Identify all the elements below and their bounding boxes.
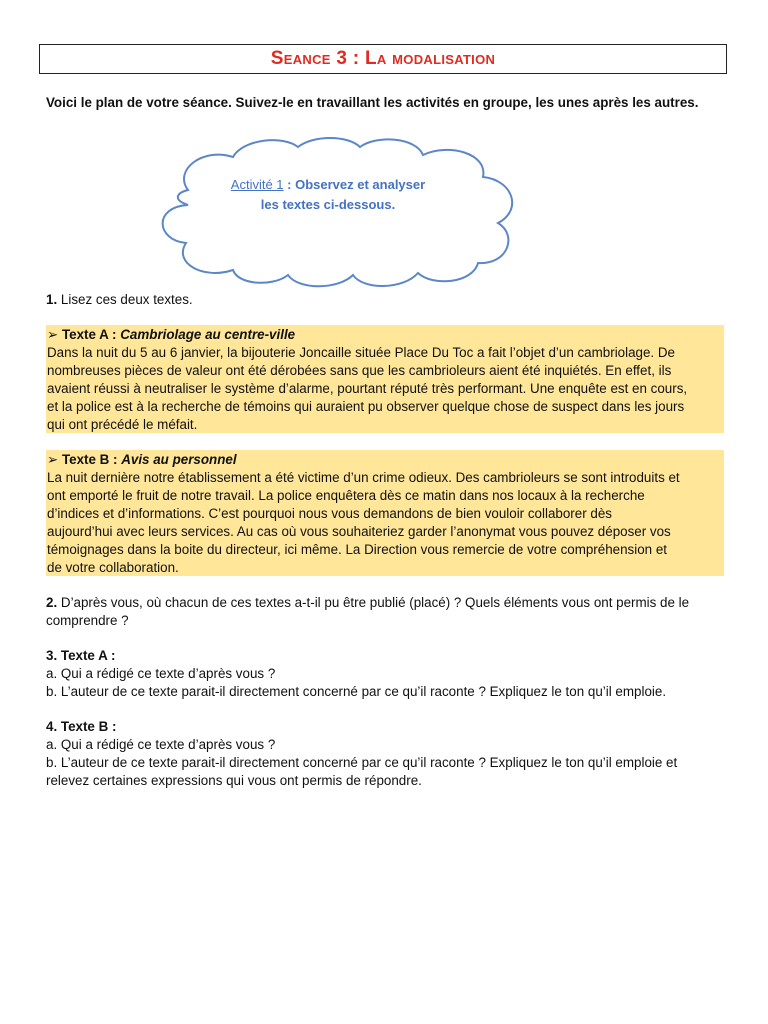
texte-a-line: Dans la nuit du 5 au 6 janvier, la bijouterie Joncaille située Place Du Toc a fait l’objet d’un cambriolage. De bbox=[47, 345, 675, 360]
question-number: 2. bbox=[46, 595, 58, 610]
activity-label: Activité 1 bbox=[230, 177, 284, 192]
question-4b-cont: relevez certaines expressions qui vous ont permis de répondre. bbox=[46, 773, 422, 788]
question-4-heading: 4. Texte B : bbox=[46, 719, 117, 734]
texte-a-heading bbox=[47, 326, 724, 344]
texte-a-line: qui ont précédé le méfait. bbox=[47, 417, 198, 432]
texte-b-line: La nuit dernière notre établissement a été victime d’un crime odieux. Des cambrioleurs se sont introduits et bbox=[47, 470, 680, 485]
question-1 bbox=[46, 291, 193, 309]
question-number: 1. bbox=[46, 292, 58, 307]
page-title: Seance 3 : La modalisation bbox=[270, 48, 496, 69]
texte-b-line: d’indices et d’informations. C’est pourquoi nous vous demandons de bien vouloir collaborer dès bbox=[47, 506, 612, 521]
question-2 bbox=[46, 594, 689, 612]
question-2-cont: comprendre ? bbox=[46, 613, 129, 628]
texte-a-line: nombreuses pièces de valeur ont été dérobées sans que les cambrioleurs aient été inquiétés. En effet, ils bbox=[47, 363, 672, 378]
texte-b-title: Avis au personnel bbox=[121, 452, 237, 467]
texte-b-line: témoignages dans la boite du directeur, ici même. La Direction vous remercie de votre compréhension et bbox=[47, 542, 668, 557]
activity-cloud bbox=[148, 135, 533, 290]
texte-b-line: ont emporté le fruit de notre travail. La police enquêtera dès ce matin dans nos locaux à la recherche bbox=[47, 488, 645, 503]
question-text: D’après vous, où chacun de ces textes a-t-il pu être publié (placé) ? Quels éléments vous ont permis de le bbox=[57, 595, 690, 610]
question-3a: a. Qui a rédigé ce texte d’après vous ? bbox=[46, 666, 276, 681]
question-3-heading: 3. Texte A : bbox=[46, 648, 116, 663]
activity-instruction: : Observez et analyser bbox=[283, 177, 426, 192]
texte-b-line: de votre collaboration. bbox=[47, 560, 179, 575]
texte-a-line: avaient réussi à neutraliser le système d’alarme, pourtant réputé très performant. Une enquête est en cours, bbox=[47, 381, 688, 396]
title-box bbox=[39, 44, 727, 74]
texte-a-line: et la police est à la recherche de témoins qui auraient pu observer quelque chose de suspect dans les jours bbox=[47, 399, 685, 414]
activity-text bbox=[208, 175, 448, 215]
activity-instruction-line2: les textes ci-dessous. bbox=[260, 197, 396, 212]
intro-text: Voici le plan de votre séance. Suivez-le en travaillant les activités en groupe, les unes après les autres. bbox=[46, 95, 699, 110]
texte-b-line: aujourd’hui avec leurs services. Au cas où vous souhaiteriez garder l’anonymat vous pouvez déposer vos bbox=[47, 524, 671, 539]
texte-a-block bbox=[46, 325, 724, 433]
question-3b: b. L’auteur de ce texte parait-il directement concerné par ce qu’il raconte ? Expliquez le ton qu’il emploie. bbox=[46, 684, 667, 699]
texte-b-marker: ➢ Texte B : bbox=[47, 452, 122, 467]
texte-a-marker: ➢ Texte A : bbox=[47, 327, 121, 342]
question-4b: b. L’auteur de ce texte parait-il directement concerné par ce qu’il raconte ? Expliquez le ton qu’il emploie et bbox=[46, 755, 678, 770]
texte-b-block bbox=[46, 450, 724, 576]
texte-b-heading bbox=[47, 451, 724, 469]
question-4a: a. Qui a rédigé ce texte d’après vous ? bbox=[46, 737, 276, 752]
texte-a-title: Cambriolage au centre-ville bbox=[120, 327, 296, 342]
question-text: Lisez ces deux textes. bbox=[57, 292, 193, 307]
